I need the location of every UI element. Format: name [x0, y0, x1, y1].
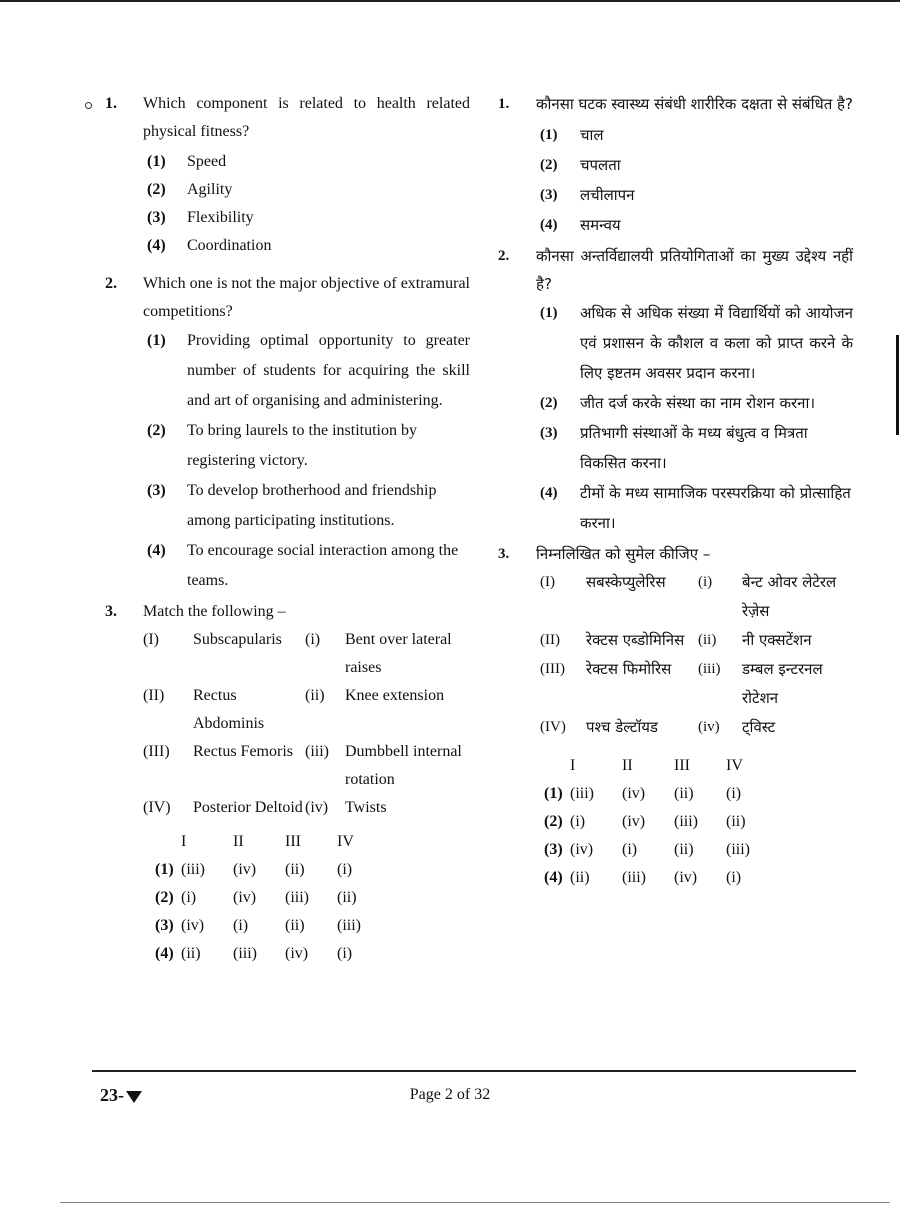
list-label: (iii)	[305, 743, 329, 760]
column-head: II	[622, 757, 633, 774]
option-number: (4)	[540, 485, 558, 501]
option-number: (4)	[544, 869, 563, 886]
option-text: चपलता	[580, 156, 621, 174]
answer-grid	[155, 828, 470, 968]
question-2	[95, 270, 470, 326]
option	[95, 536, 470, 596]
answer-cell: (iv)	[674, 869, 698, 886]
answer-cell: (iv)	[570, 841, 594, 858]
answer-cell: (ii)	[181, 945, 201, 962]
match-table	[143, 626, 470, 822]
option-number: (4)	[147, 237, 166, 254]
list-item: रेक्टस एब्डोमिनिस	[586, 631, 685, 649]
answer-cell: (i)	[337, 945, 353, 962]
list-label: (iii)	[698, 661, 721, 677]
booklet-code-text: 23-	[100, 1085, 124, 1105]
option-number: (1)	[544, 785, 563, 802]
option	[95, 326, 470, 416]
question-number: 1.	[498, 96, 510, 112]
answer-cell: (ii)	[337, 889, 357, 906]
list-item: ट्विस्ट	[742, 718, 776, 736]
answer-cell: (iv)	[233, 889, 257, 906]
list-label: (i)	[698, 574, 713, 590]
option	[488, 120, 853, 150]
list-item: Rectus Femoris	[193, 743, 293, 760]
answer-cell: (iii)	[674, 813, 698, 830]
match-table	[540, 568, 853, 742]
bottom-rule	[60, 1202, 890, 1203]
option-number: (2)	[540, 157, 558, 173]
list-item: नी एक्सटेंशन	[742, 631, 812, 649]
edge-mark	[896, 335, 899, 435]
list-label: (II)	[540, 632, 560, 648]
question-3-hindi	[488, 540, 853, 568]
option-number: (2)	[147, 181, 166, 198]
answer-cell: (iv)	[622, 785, 646, 802]
option	[488, 298, 853, 388]
answer-cell: (iii)	[181, 861, 205, 878]
option	[95, 476, 470, 536]
column-head: III	[674, 757, 690, 774]
list-label: (III)	[540, 661, 565, 677]
list-item: सबस्केप्युलेरिस	[586, 573, 666, 591]
question-text: निम्नलिखित को सुमेल कीजिए –	[536, 545, 711, 563]
column-head: II	[233, 833, 244, 850]
answer-cell: (iii)	[726, 841, 750, 858]
option-number: (3)	[540, 425, 558, 441]
option-text: अधिक से अधिक संख्या में विद्यार्थियों को आयोजन एवं प्रशासन के कौशल व कला को प्राप्त करने के लिए इष्टतम अवसर प्रदान करना।	[580, 304, 853, 382]
option-number: (3)	[540, 187, 558, 203]
answer-cell: (ii)	[570, 869, 590, 886]
option-text: Providing optimal opportunity to greater number of students for acquiring the skill and art of organising and administering.	[187, 332, 470, 409]
option-text: चाल	[580, 126, 604, 144]
question-text: कौनसा अन्तर्विद्यालयी प्रतियोगिताओं का मुख्य उद्देश्य नहीं है?	[536, 247, 853, 293]
option-text: प्रतिभागी संस्थाओं के मध्य बंधुत्व व मित्रता विकसित करना।	[580, 424, 808, 472]
option-number: (1)	[155, 861, 174, 878]
option	[488, 180, 853, 210]
option-number: (2)	[155, 889, 174, 906]
option	[488, 150, 853, 180]
list-label: (I)	[540, 574, 555, 590]
column-head: I	[570, 757, 576, 774]
question-1	[95, 90, 470, 146]
option	[488, 418, 853, 478]
option-number: (4)	[155, 945, 174, 962]
column-head: III	[285, 833, 301, 850]
answer-cell: (iii)	[233, 945, 257, 962]
option-text: टीमों के मध्य सामाजिक परस्परक्रिया को प्रोत्साहित करना।	[580, 484, 851, 532]
option-number: (2)	[147, 422, 166, 439]
answer-grid	[544, 752, 853, 892]
list-label: (III)	[143, 743, 170, 760]
question-number: 2.	[105, 275, 117, 292]
option-number: (1)	[540, 305, 558, 321]
option	[95, 416, 470, 476]
answer-cell: (ii)	[285, 917, 305, 934]
option-text: Agility	[187, 181, 233, 198]
question-2-hindi	[488, 242, 853, 298]
list-item: Bent over lateral raises	[345, 631, 452, 676]
option	[95, 232, 470, 260]
list-item: रेक्टस फिमोरिस	[586, 660, 672, 678]
option-number: (2)	[544, 813, 563, 830]
list-item: Rectus Abdominis	[193, 687, 265, 732]
answer-cell: (i)	[726, 785, 742, 802]
option-text: Flexibility	[187, 209, 254, 226]
list-label: (IV)	[540, 719, 566, 735]
answer-cell: (i)	[570, 813, 586, 830]
option	[95, 204, 470, 232]
hindi-column	[488, 90, 853, 892]
list-item: Twists	[345, 799, 387, 816]
answer-cell: (ii)	[726, 813, 746, 830]
list-label: (IV)	[143, 799, 171, 816]
option-text: To encourage social interaction among the teams.	[187, 542, 459, 589]
list-item: Subscapularis	[193, 631, 282, 648]
margin-mark	[85, 102, 92, 109]
question-text: Which one is not the major objective of extramural competitions?	[143, 275, 470, 320]
list-label: (iv)	[305, 799, 329, 816]
option	[95, 176, 470, 204]
list-label: (ii)	[698, 632, 717, 648]
option-text: लचीलापन	[580, 186, 635, 204]
option-number: (1)	[147, 153, 166, 170]
answer-cell: (iii)	[622, 869, 646, 886]
option-number: (1)	[540, 127, 558, 143]
answer-cell: (i)	[233, 917, 249, 934]
option-text: Speed	[187, 153, 227, 170]
option-number: (1)	[147, 332, 166, 349]
list-label: (II)	[143, 687, 165, 704]
list-item: पश्च डेल्टॉयड	[586, 718, 658, 736]
list-label: (iv)	[698, 719, 720, 735]
option-number: (3)	[147, 209, 166, 226]
option-text: To develop brotherhood and friendship among participating institutions.	[187, 482, 437, 529]
column-head: IV	[726, 757, 743, 774]
question-text: Match the following –	[143, 603, 286, 620]
list-item: डम्बल इन्टरनल रोटेशन	[742, 660, 823, 707]
answer-cell: (iii)	[337, 917, 361, 934]
option-text: जीत दर्ज करके संस्था का नाम रोशन करना।	[580, 394, 816, 412]
list-item: Posterior Deltoid	[193, 799, 303, 816]
option-text: समन्वय	[580, 216, 621, 234]
option-number: (4)	[147, 542, 166, 559]
answer-cell: (iii)	[285, 889, 309, 906]
option-number: (3)	[147, 482, 166, 499]
answer-cell: (ii)	[674, 785, 694, 802]
question-text: Which component is related to health related physical fitness?	[143, 95, 470, 140]
top-rule	[0, 0, 900, 2]
option-number: (3)	[544, 841, 563, 858]
question-1-hindi	[488, 90, 853, 118]
answer-cell: (i)	[337, 861, 353, 878]
answer-cell: (iii)	[570, 785, 594, 802]
english-column	[95, 90, 470, 968]
option	[488, 210, 853, 240]
list-item: Dumbbell internal rotation	[345, 743, 462, 788]
option-number: (4)	[540, 217, 558, 233]
option	[488, 478, 853, 538]
page-number: Page 2 of 32	[409, 1086, 491, 1103]
answer-cell: (iv)	[181, 917, 205, 934]
question-number: 3.	[498, 546, 510, 562]
option	[488, 388, 853, 418]
answer-cell: (i)	[181, 889, 197, 906]
question-text: कौनसा घटक स्वास्थ्य संबंधी शारीरिक दक्षता से संबंधित है?	[536, 95, 853, 113]
list-item: Knee extension	[345, 687, 445, 704]
question-number: 1.	[105, 95, 117, 112]
column-head: I	[181, 833, 187, 850]
answer-cell: (iv)	[622, 813, 646, 830]
answer-cell: (i)	[622, 841, 638, 858]
answer-cell: (i)	[726, 869, 742, 886]
option-text: To bring laurels to the institution by registering victory.	[187, 422, 417, 469]
answer-cell: (ii)	[285, 861, 305, 878]
option-text: Coordination	[187, 237, 272, 254]
footer-rule	[92, 1070, 856, 1072]
answer-cell: (iv)	[285, 945, 309, 962]
option	[95, 148, 470, 176]
option-number: (3)	[155, 917, 174, 934]
list-item: बेन्ट ओवर लेटेरल रेज़ेस	[742, 573, 837, 620]
column-head: IV	[337, 833, 354, 850]
question-number: 3.	[105, 603, 117, 620]
answer-cell: (ii)	[674, 841, 694, 858]
answer-cell: (iv)	[233, 861, 257, 878]
question-number: 2.	[498, 248, 510, 264]
question-3	[95, 598, 470, 626]
option-number: (2)	[540, 395, 558, 411]
list-label: (ii)	[305, 687, 325, 704]
list-label: (I)	[143, 631, 159, 648]
list-label: (i)	[305, 631, 321, 648]
